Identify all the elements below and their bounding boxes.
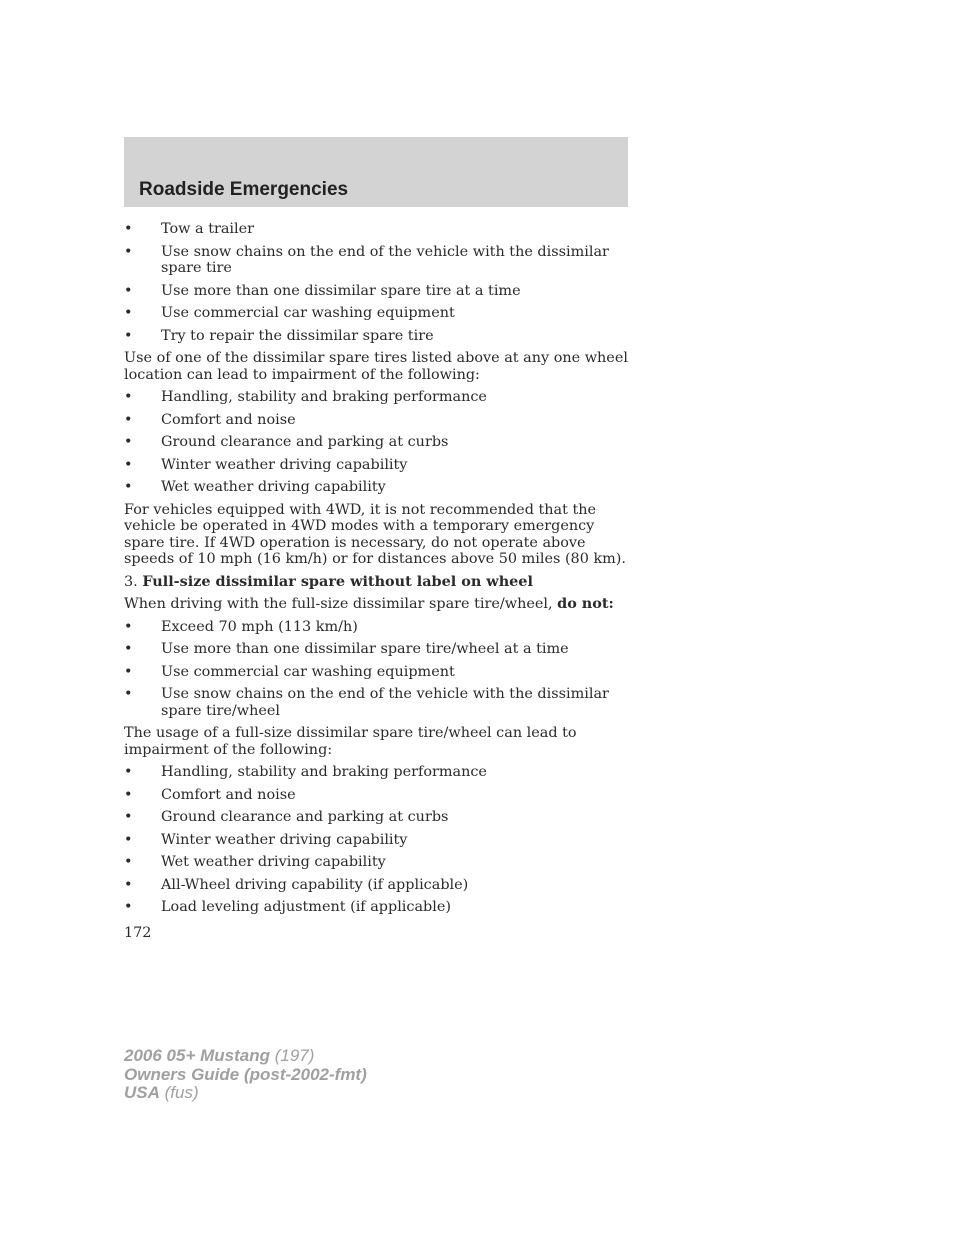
footer-line-model: 2006 05+ Mustang (197) bbox=[124, 1046, 315, 1065]
bullet-list-full-size-impairments bbox=[124, 764, 628, 916]
bullet-icon: • bbox=[124, 809, 133, 825]
list-item: • Load leveling adjustment (if applicable) bbox=[124, 899, 451, 915]
list-item: • Comfort and noise bbox=[124, 411, 296, 428]
page-number: 172 bbox=[124, 925, 152, 941]
footer-line-market: USA (fus) bbox=[124, 1083, 199, 1102]
list-item: • Winter weather driving capability bbox=[124, 456, 408, 473]
bullet-list-do-not bbox=[124, 619, 628, 720]
section-title: Roadside Emergencies bbox=[139, 179, 349, 200]
bullet-icon: • bbox=[124, 305, 133, 321]
bullet-icon: • bbox=[124, 389, 133, 405]
bullet-icon: • bbox=[124, 854, 133, 870]
bullet-icon: • bbox=[124, 764, 133, 780]
bullet-icon: • bbox=[124, 618, 133, 635]
bullet-list-restrictions bbox=[124, 221, 628, 344]
list-item: • All-Wheel driving capability (if applicable) bbox=[124, 876, 469, 893]
paragraph-4wd-warning: For vehicles equipped with 4WD, it is not recommended that the vehicle be operated in 4WD modes with a temporary emergency spare tire. If 4WD operation is necessary, do not operate above speeds of 10 mph (16 km/h) or for distances above 50 miles (80 km). bbox=[124, 501, 626, 567]
bullet-icon: • bbox=[124, 831, 133, 848]
bullet-icon: • bbox=[124, 221, 133, 237]
bullet-icon: • bbox=[124, 327, 133, 344]
paragraph-impairment-intro: Use of one of the dissimilar spare tires listed above at any one wheel location can lead to impairment of the following: bbox=[124, 350, 628, 383]
list-item: • Use commercial car washing equipment bbox=[124, 305, 455, 321]
bullet-icon: • bbox=[124, 282, 133, 299]
bullet-icon: • bbox=[124, 479, 133, 495]
list-item: • Tow a trailer bbox=[124, 221, 255, 237]
document-footer bbox=[124, 1047, 367, 1103]
bullet-icon: • bbox=[124, 456, 133, 473]
section-heading-full-size-spare: 3. Full-size dissimilar spare without label on wheel bbox=[124, 572, 533, 590]
list-item: • Winter weather driving capability bbox=[124, 831, 408, 848]
list-item: • Use snow chains on the end of the vehicle with the dissimilar spare tire/wheel bbox=[124, 686, 609, 719]
list-item: • Use more than one dissimilar spare tire/wheel at a time bbox=[124, 641, 569, 657]
list-item: • Ground clearance and parking at curbs bbox=[124, 809, 449, 825]
list-item: • Comfort and noise bbox=[124, 786, 296, 803]
bullet-icon: • bbox=[124, 876, 133, 893]
bullet-list-impairments bbox=[124, 389, 628, 496]
list-item: • Handling, stability and braking performance bbox=[124, 389, 487, 405]
section-header-band bbox=[124, 137, 628, 207]
list-item: • Use commercial car washing equipment bbox=[124, 663, 455, 680]
list-item: • Wet weather driving capability bbox=[124, 854, 386, 870]
bullet-icon: • bbox=[124, 434, 133, 450]
bullet-icon: • bbox=[124, 243, 133, 260]
footer-line-guide: Owners Guide (post-2002-fmt) bbox=[124, 1064, 367, 1084]
bullet-icon: • bbox=[124, 663, 133, 680]
bullet-icon: • bbox=[124, 899, 133, 915]
paragraph-do-not-intro: When driving with the full-size dissimilar spare tire/wheel, do not: bbox=[124, 595, 614, 612]
bullet-icon: • bbox=[124, 686, 133, 702]
list-item: • Use more than one dissimilar spare tire at a time bbox=[124, 282, 521, 299]
list-item: • Try to repair the dissimilar spare tire bbox=[124, 327, 434, 344]
list-item: • Use snow chains on the end of the vehicle with the dissimilar spare tire bbox=[124, 243, 609, 276]
list-item: • Exceed 70 mph (113 km/h) bbox=[124, 618, 358, 635]
paragraph-usage-impairment: The usage of a full-size dissimilar spare tire/wheel can lead to impairment of the following: bbox=[124, 725, 577, 758]
bullet-icon: • bbox=[124, 411, 133, 428]
list-item: • Wet weather driving capability bbox=[124, 479, 386, 495]
list-item: • Ground clearance and parking at curbs bbox=[124, 434, 449, 450]
page-content bbox=[124, 221, 628, 922]
bullet-icon: • bbox=[124, 641, 133, 657]
list-item: • Handling, stability and braking performance bbox=[124, 764, 487, 780]
bullet-icon: • bbox=[124, 786, 133, 803]
